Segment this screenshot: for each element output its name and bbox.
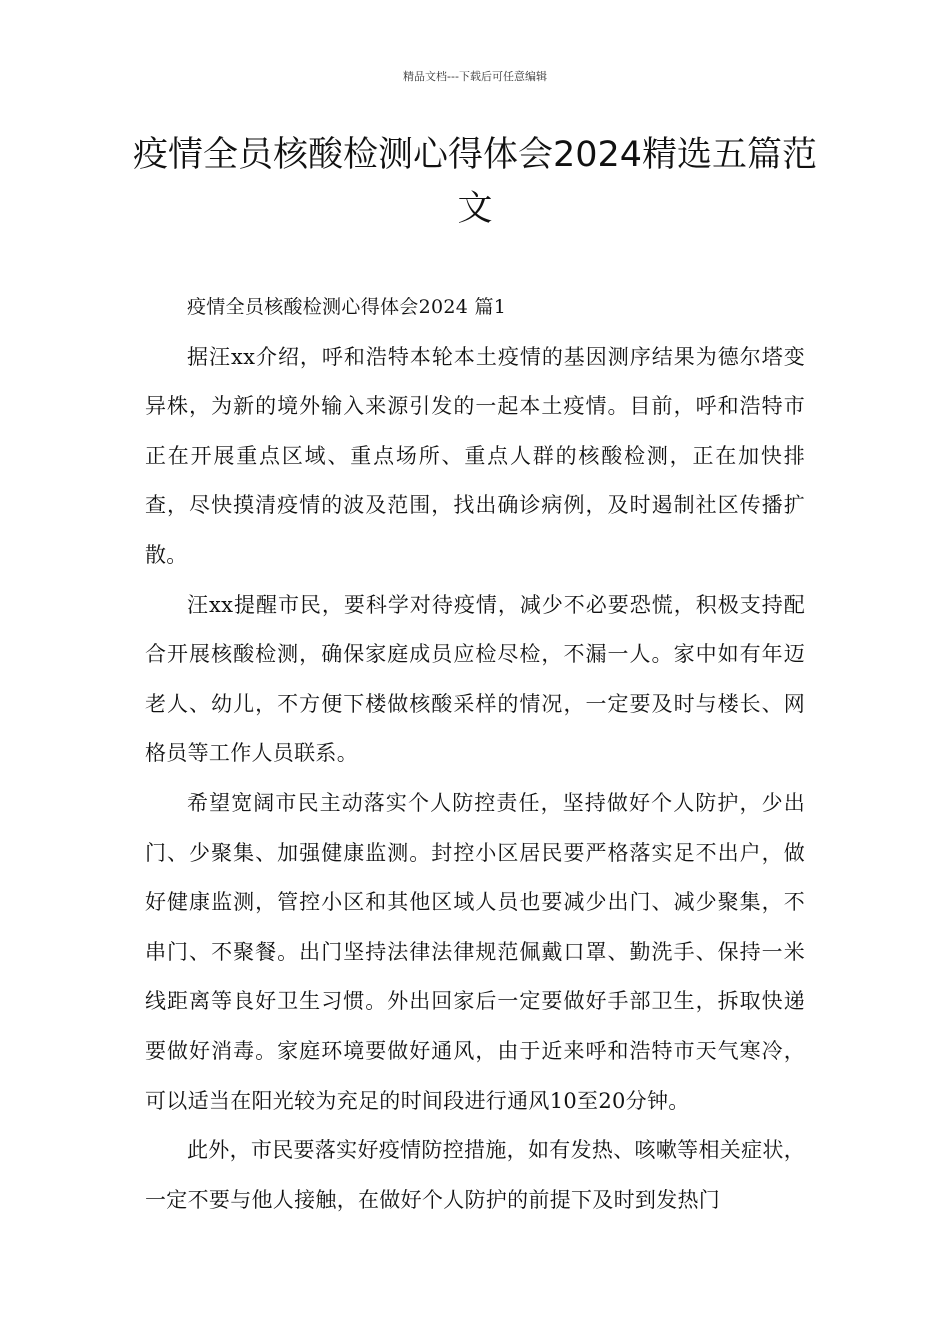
document-title: 疫情全员核酸检测心得体会2024精选五篇范文 xyxy=(132,135,818,229)
section-heading: 疫情全员核酸检测心得体会2024 篇1 xyxy=(187,296,507,318)
body-paragraph-2: 汪xx提醒市民，要科学对待疫情，减少不必要恐慌，积极支持配合开展核酸检测，确保家庭成员应检尽检，不漏一人。家中如有年迈老人、幼儿，不方便下楼做核酸采样的情况，一定要及时与楼长、网格员等工作人员联系。 xyxy=(145,592,805,766)
header-note: 精品文档---下载后可任意编辑 xyxy=(403,70,547,83)
document-body xyxy=(145,283,805,1225)
body-paragraph-4: 此外，市民要落实好疫情防控措施，如有发热、咳嗽等相关症状，一定不要与他人接触，在做好个人防护的前提下及时到发热门 xyxy=(145,1138,805,1212)
body-paragraph-1: 据汪xx介绍，呼和浩特本轮本土疫情的基因测序结果为德尔塔变异株，为新的境外输入来源引发的一起本土疫情。目前，呼和浩特市正在开展重点区域、重点场所、重点人群的核酸检测，正在加快排查，尽快摸清疫情的波及范围，找出确诊病例，及时遏制社区传播扩散。 xyxy=(145,344,805,567)
body-paragraph-3: 希望宽阔市民主动落实个人防控责任，坚持做好个人防护，少出门、少聚集、加强健康监测。封控小区居民要严格落实足不出户，做好健康监测，管控小区和其他区域人员也要减少出门、减少聚集，不串门、不聚餐。出门坚持法律法律规范佩戴口罩、勤洗手、保持一米线距离等良好卫生习惯。外出回家后一定要做好手部卫生，拆取快递要做好消毒。家庭环境要做好通风，由于近来呼和浩特市天气寒冷，可以适当在阳光较为充足的时间段进行通风10至20分钟。 xyxy=(145,790,805,1113)
